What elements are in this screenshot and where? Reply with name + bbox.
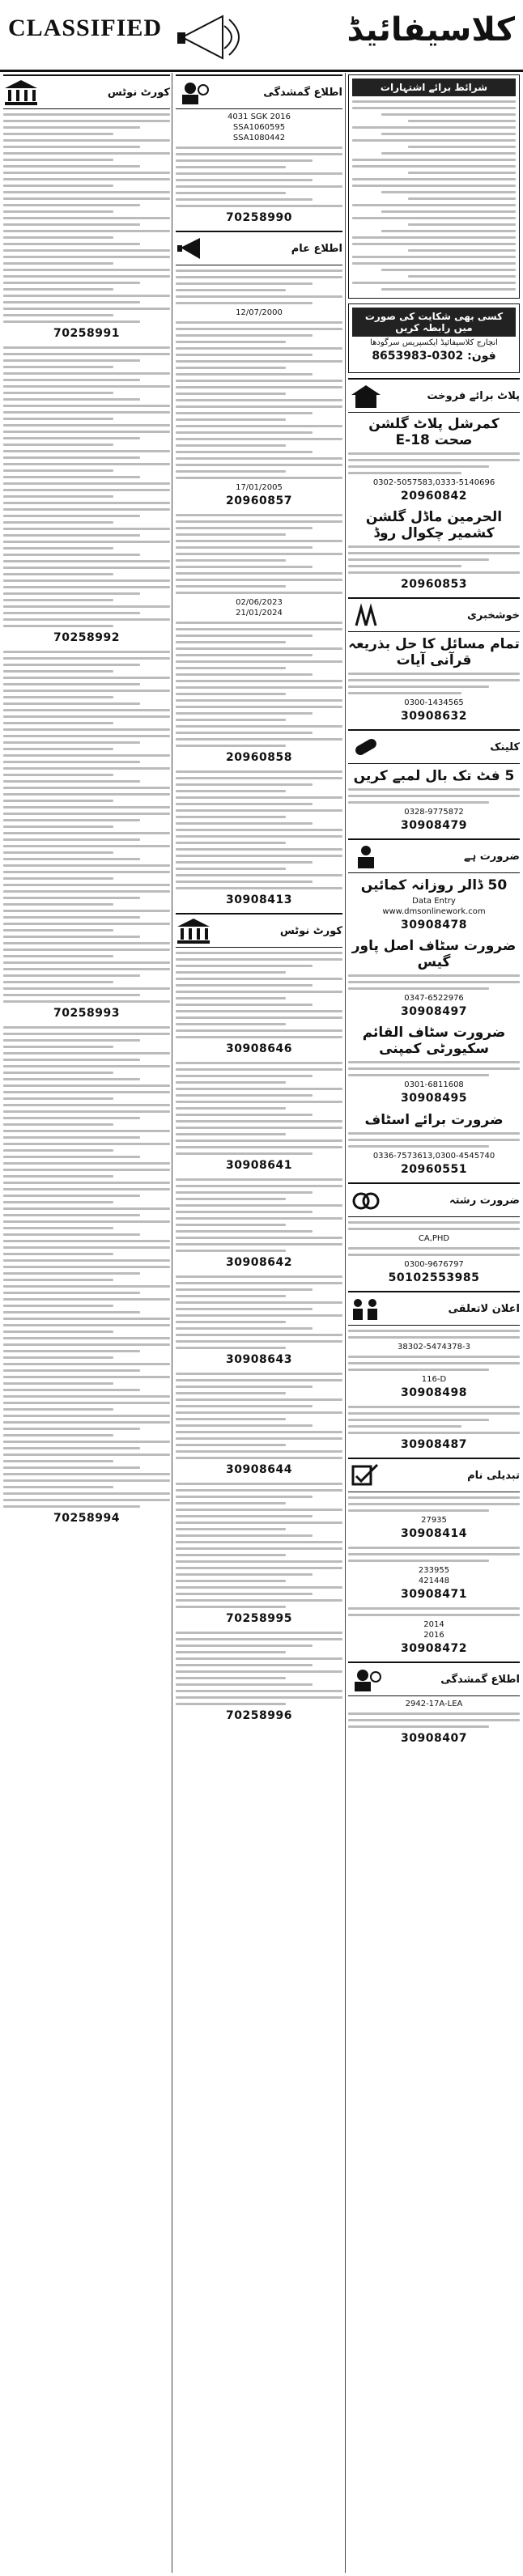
phone-number: 30908471 [401, 1588, 467, 1601]
ad-text [348, 1061, 520, 1076]
complaint-box [348, 303, 520, 373]
vehicle-code: 4031 SGK 2016 [227, 112, 291, 121]
phone-number: 0302-5057583,0333-5140696 [372, 478, 495, 487]
left-column [3, 74, 170, 2573]
id-number: 2014 [423, 1620, 444, 1629]
ad-headline: 50 ڈالر روزانہ کمائیں [360, 877, 508, 893]
phone-number: 30908646 [226, 1042, 292, 1055]
ad-text [348, 1496, 520, 1512]
phone-number: 0347-6522976 [404, 994, 464, 1003]
phone-number: 30908642 [226, 1256, 292, 1269]
ad-text [348, 1330, 520, 1339]
phone-number: 70258995 [226, 1612, 292, 1625]
id-number: 421448 [418, 1577, 450, 1585]
ad-text [348, 974, 520, 990]
notice-text [176, 1062, 342, 1155]
phone-number: 30908643 [226, 1353, 292, 1366]
phone-number: 70258996 [226, 1709, 292, 1722]
phone-number: فون: 0302-8653983 [372, 350, 496, 363]
phone-number: 0300-9676797 [404, 1260, 464, 1269]
notice-text [176, 952, 342, 1038]
notice-text [176, 514, 342, 594]
box-title: کسی بھی شکایت کی صورت میں رابطہ کریں [352, 308, 516, 337]
phone-number: 20960842 [401, 490, 467, 503]
section-title: تبدیلی نام [467, 1469, 520, 1482]
ad-headline: تمام مسائل کا حل بذریعہ قرآنی آیات [348, 636, 520, 668]
checkbox-icon [348, 1462, 384, 1489]
notice-text [3, 346, 170, 627]
id-number: 233955 [418, 1566, 450, 1575]
section-title: پلاٹ برائے فروخت [427, 389, 520, 402]
section-header-wanted [348, 838, 520, 873]
wanted-icon [348, 842, 384, 870]
section-title: ضرورت رشتہ [449, 1194, 520, 1207]
notice-text [176, 1373, 342, 1459]
ad-text [348, 788, 520, 804]
notice-text [176, 1632, 342, 1705]
phone-number: 70258991 [53, 327, 120, 340]
section-header-rishta [348, 1182, 520, 1217]
phone-number: 50102553985 [388, 1271, 480, 1284]
column-divider [345, 73, 346, 2573]
notice-text [176, 770, 342, 889]
phone-number: 30908478 [401, 919, 467, 932]
id-number: 116-D [421, 1375, 447, 1384]
id-number: SSA1080442 [232, 134, 286, 142]
person-search-icon [176, 79, 211, 106]
court-icon [3, 79, 39, 106]
notice-text [176, 1483, 342, 1608]
notice-text [176, 622, 342, 747]
phone-number: 30908632 [401, 710, 467, 723]
ad-headline: کمرشل پلاٹ گلشن صحت E-18 [368, 416, 500, 448]
phone-number: 20960857 [226, 494, 292, 507]
box-title: شرائط برائے اشتہارات [352, 79, 516, 96]
section-title: خوشخبری [467, 609, 520, 622]
notice-text [176, 1275, 342, 1349]
rings-icon [348, 1186, 384, 1214]
phone-number: 70258990 [226, 211, 292, 224]
section-header-clinic [348, 729, 520, 764]
ad-text [348, 1132, 520, 1148]
megaphone-icon [176, 235, 211, 262]
middle-column [176, 74, 342, 2573]
section-title: اطلاع عام [291, 242, 342, 255]
hands-icon [348, 601, 384, 629]
ad-text [348, 1247, 520, 1256]
person-search-icon [348, 1666, 384, 1693]
date-text: 21/01/2024 [236, 609, 283, 617]
id-number: SSA1060595 [232, 123, 286, 132]
phone-number: 30908497 [401, 1005, 467, 1018]
vehicle-code: 2942-17A-LEA [405, 1700, 463, 1708]
notice-text [176, 1178, 342, 1252]
ad-text [348, 1712, 520, 1728]
phone-number: 30908407 [401, 1732, 467, 1745]
phone-number: 30908472 [401, 1642, 467, 1655]
title-urdu: کلاسیفائیڈ [347, 11, 515, 49]
phone-number: 0300-1434565 [404, 698, 464, 707]
box-text [352, 100, 516, 291]
phone-number: 30908414 [401, 1527, 467, 1540]
court-icon [176, 917, 211, 944]
section-header-general [176, 231, 342, 265]
date-text: 02/06/2023 [236, 598, 283, 607]
ad-headline: ضرورت برائے اسٹاف [364, 1112, 504, 1128]
page-header [0, 0, 523, 72]
phone-number: 20960551 [401, 1163, 467, 1176]
ad-terms-box [348, 74, 520, 299]
ad-headline: الحرمین ماڈل گلشن کشمیر چکوال روڈ [365, 509, 503, 541]
ad-headline: ضرورت سٹاف اصل پاور گیس [351, 938, 517, 970]
section-title: کلینک [490, 741, 520, 753]
phone-number: 20960853 [401, 578, 467, 591]
section-title: کورٹ نوٹس [107, 86, 170, 99]
phone-number: 30908641 [226, 1159, 292, 1172]
section-header-lost [176, 74, 342, 109]
bandage-icon [348, 733, 384, 761]
section-header-court-notice [3, 74, 170, 109]
phone-number: 70258994 [53, 1512, 120, 1525]
section-title: اعلان لاتعلقی [448, 1302, 520, 1315]
section-header-disown [348, 1291, 520, 1326]
date-text: 17/01/2005 [236, 483, 283, 492]
phone-number: 0328-9775872 [404, 808, 464, 817]
notice-text [176, 146, 342, 207]
ad-tag: CA,PHD [418, 1234, 450, 1243]
ad-headline: 5 فٹ تک بال لمبے کریں [353, 768, 515, 784]
id-number: 38302-5474378-3 [398, 1343, 470, 1352]
right-column [348, 74, 520, 2573]
ad-text [348, 1547, 520, 1562]
ad-text [348, 1356, 520, 1371]
family-icon [348, 1295, 384, 1322]
ad-text [348, 452, 520, 474]
phone-number: 30908495 [401, 1092, 467, 1105]
notice-text [3, 113, 170, 323]
notice-text [3, 651, 170, 1003]
section-header-plot-sale [348, 378, 520, 413]
ad-text [348, 1221, 520, 1230]
section-header-lost [348, 1661, 520, 1696]
megaphone-icon [174, 5, 247, 65]
notice-text [176, 321, 342, 479]
box-text: انچارج کلاسیفائیڈ ایکسپریس سرگودھا [370, 338, 498, 347]
notice-text [176, 269, 342, 304]
title-english: CLASSIFIED [8, 15, 163, 41]
ad-text [348, 673, 520, 694]
phone-number: 20960858 [226, 751, 292, 764]
ad-headline: ضرورت سٹاف القائم سکیورٹی کمپنی [362, 1025, 506, 1057]
ad-tag: Data Entry [412, 897, 456, 906]
phone-number: 0301-6811608 [404, 1080, 464, 1089]
phone-number: 0336-7573613,0300-4545740 [372, 1152, 495, 1161]
phone-number: 70258993 [53, 1007, 120, 1020]
ad-text [348, 545, 520, 574]
section-title: اطلاع گمشدگی [440, 1673, 520, 1686]
ad-text [348, 1406, 520, 1434]
ad-text [348, 1607, 520, 1616]
section-header-name-change [348, 1458, 520, 1492]
phone-number: 70258992 [53, 631, 120, 644]
date-text: 12/07/2000 [236, 308, 283, 317]
website: www.dmsonlinework.com [382, 907, 486, 916]
phone-number: 30908487 [401, 1438, 467, 1451]
section-title: اطلاع گمشدگی [263, 86, 342, 99]
section-header-good-news [348, 597, 520, 632]
house-icon [348, 382, 384, 410]
section-header-court-notice [176, 913, 342, 948]
phone-number: 30908479 [401, 819, 467, 832]
phone-number: 30908413 [226, 893, 292, 906]
notice-text [3, 1026, 170, 1508]
id-number: 2016 [423, 1631, 444, 1640]
phone-number: 30908498 [401, 1386, 467, 1399]
phone-number: 30908644 [226, 1463, 292, 1476]
section-title: کورٹ نوٹس [279, 924, 342, 937]
id-number: 27935 [421, 1516, 447, 1525]
section-title: ضرورت ہے [463, 850, 520, 863]
